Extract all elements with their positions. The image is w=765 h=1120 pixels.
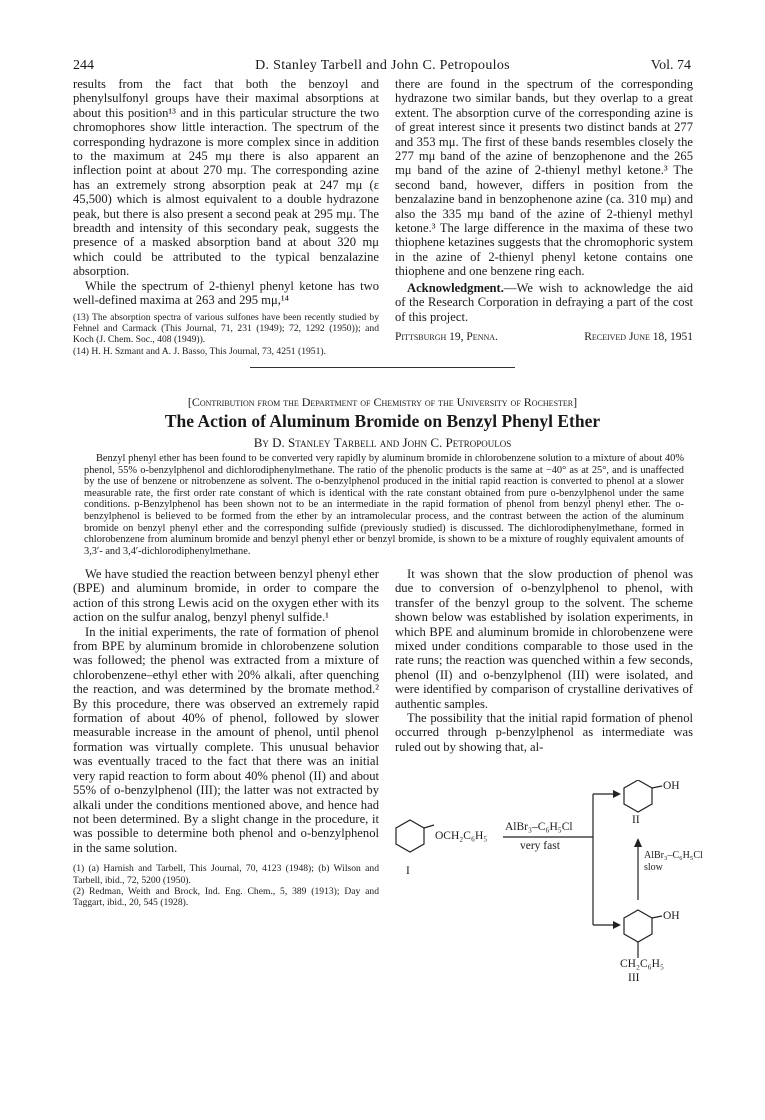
start-substituent: OCH₂C₆H₅ [435,830,488,842]
footnote: (2) Redman, Weith and Brock, Ind. Eng. Chem., 5, 389 (1913); Day and Taggart, ibid., 20, 545 (1928). [73,885,379,909]
compound-label-I: I [406,865,410,877]
paragraph: It was shown that the slow production of phenol was due to conversion of o-benzylphenol to phenol, with transfer of the benzyl group to the solvent. The scheme shown below was established by isolation experiments, in which BPE and aluminum bromide in chlorobenzene were mixed under conditions comparable to those used in the rate runs; the reaction was quenched within a few seconds, phenol (II) and o-benzylphenol (III) were isolated, and were identified by comparison of crystalline derivatives of authentic samples. [395,567,693,711]
page-number: 244 [73,58,94,73]
received-date: Received June 18, 1951 [584,330,693,343]
reaction-scheme [388,780,718,1120]
paragraph: there are found in the spectrum of the corresponding hydrazone two similar bands, but they overlap to a great extent. The absorption curve of the corresponding azine is of great interest since it presents two distinct bands at 277 and 353 mμ. The first of these bands resembles closely the 277 mμ band of the azine of benzophenone and the 265 mμ band of the azine of 2-thienyl methyl ketone.³ The second band, however, differs in position from the benzalazine band in benzophenone azine (ca. 310 mμ) and also the 335 mμ band of the azine of 2-thienyl methyl ketone.³ The large difference in the maxima of these two thiophene ketazines suggests that the chromophoric system in the azine of 2-thienyl phenyl ketone contains one thiophene and one benzene ring each. [395,77,693,279]
byline: By D. Stanley Tarbell and John C. Petropoulos [253,435,512,450]
bottom-left-column [73,567,379,909]
footnote: (14) H. H. Szmant and A. J. Basso, This Journal, 73, 4251 (1951). [73,345,326,357]
footnote: (1) (a) Harnish and Tarbell, This Journal, 70, 4123 (1948); (b) Wilson and Tarbell, ibid., 72, 5200 (1950). [73,863,379,886]
ack-heading: Acknowledgment. [407,280,504,295]
paragraph: We have studied the reaction between benzyl phenyl ether (BPE) and aluminum bromide, in order to compare the action of this strong Lewis acid on the oxygen ether with its action on the sulfur analog, benzyl phenyl sulfide.¹ [73,567,379,625]
paragraph: In the initial experiments, the rate of formation of phenol from BPE by aluminum bromide in chlorobenzene solution was followed; the phenol was extracted from a mixture of chlorobenzene–ethyl ether with 20% alkali, after quenching the reaction, and was determined by the bromate method.² By this procedure, there was observed an extremely rapid formation of about 40% of phenol, followed by slower measurable increase in the amount of phenol, until phenol formation was virtually complete. This unusual behavior was eventually traced to the fact that there was an initial very rapid reaction to form about 40% phenol (II) and about 55% of o-benzylphenol (III); the latter was not extracted by alkali under the conditions mentioned above, and hence had not been determined. By a slight change in the procedure, it was possible to determine both phenol and o-benzylphenol in the same solution. [73,624,379,855]
abstract: Benzyl phenyl ether has been found to be converted very rapidly by aluminum bromide in chlorobenzene solution to a mixture of about 40% phenol, 55% o-benzylphenol and dichlorodiphenylmethane. The ratio of the phenolic products is the same at −40° as at 25°, and is unaffected by the use of benzene or nitrobenzene as solvent. The o-benzylphenol produced in the initial rapid reaction is converted to phenol at a slower measurable rate, the first order rate constant of which is identical with the rate constant obtained from pure o-benzylphenol under the same conditions. p-Benzylphenol has been shown not to be an intermediate in the rapid formation of phenol from benzyl phenyl ether. The o-benzylphenol is believed to be formed from the ether by an intramolecular process, and the contrast between the action of the aluminum bromide on benzyl phenyl ether and the corresponding sulfide (previously studied) is discussed. The dichlorodiphenylmethane, formed in chlorobenzene from aluminum bromide and benzyl phenyl ether or benzyl bromide, is shown to be a mixture of roughly equivalent amounts of 3,3′- and 3,4′-dichlorodiphenylmethane. [84,453,684,557]
condition-label: very fast [520,840,560,852]
benzene-ring-start [396,820,424,852]
compound-label-II: II [632,814,640,826]
bottom-right-column [395,567,693,754]
footnotes [73,312,379,358]
paragraph: results from the fact that both the benzoyl and phenylsulfonyl groups have their maximal absorptions at about this position¹³ and in this particular structure the two chromophores show little interaction. The spectrum of the corresponding hydrazone is more complex since in addition to the maximum at 245 mμ there is also apparent an inflection point at about 270 mμ. The corresponding azine has an extremely strong absorption peak at 247 mμ (ε 45,500) which is almost equivalent to a double hydrazone peak, but there is also present a second peak at 295 mμ. The breadth and intensity of this secondary peak, suggests the presence of a masked absorption band at about 320 mμ which could be attributed to the typical benzalazine absorption. [73,77,379,279]
running-head: D. Stanley Tarbell and John C. Petropoulos [255,58,510,73]
top-right-column [395,77,693,344]
footnote: (13) The absorption spectra of various sulfones have been recently studied by Fehnel and Carmack (This Journal, 71, 231 (1949); 72, 1292 (1950)); and Koch (J. Chem. Soc., 408 (1949)). [73,311,379,346]
side-reagent-label: AlBr₃–C₆H₅Cl [644,850,703,861]
signature-line [395,330,693,344]
compound-label-III: III [628,972,640,984]
benzene-ring-phenol [624,780,652,812]
bottom-group: CH₂C₆H₅ [620,958,664,970]
article-title: The Action of Aluminum Bromide on Benzyl Phenyl Ether [164,411,601,431]
footnotes [73,863,379,909]
scheme-drawing [388,780,718,1015]
bottom-substituent: OH [663,910,680,922]
top-left-column [73,77,379,357]
acknowledgment [395,281,693,324]
place: Pittsburgh 19, Penna. [395,330,498,343]
paragraph: While the spectrum of 2-thienyl phenyl ketone has two well-defined maxima at 263 and 295 mμ,¹⁴ [73,278,379,308]
volume-label: Vol. 74 [650,58,691,73]
paragraph: The possibility that the initial rapid formation of phenol occurred through p-benzylphenol as intermediate was ruled out by showing that, al- [395,711,693,754]
ack-text: —We wish to acknowledge the aid of the Research Corporation in defraying a part of the cost of this project. [395,280,693,324]
benzene-ring-benzylphenol [624,910,652,942]
contribution-line: [Contribution from the Department of Chemistry of the University of Rochester] [187,395,578,409]
section-divider [250,367,515,368]
side-condition-label: slow [644,862,663,873]
top-substituent: OH [663,780,680,792]
reagent-label: AlBr₃–C₆H₅Cl [505,821,573,833]
